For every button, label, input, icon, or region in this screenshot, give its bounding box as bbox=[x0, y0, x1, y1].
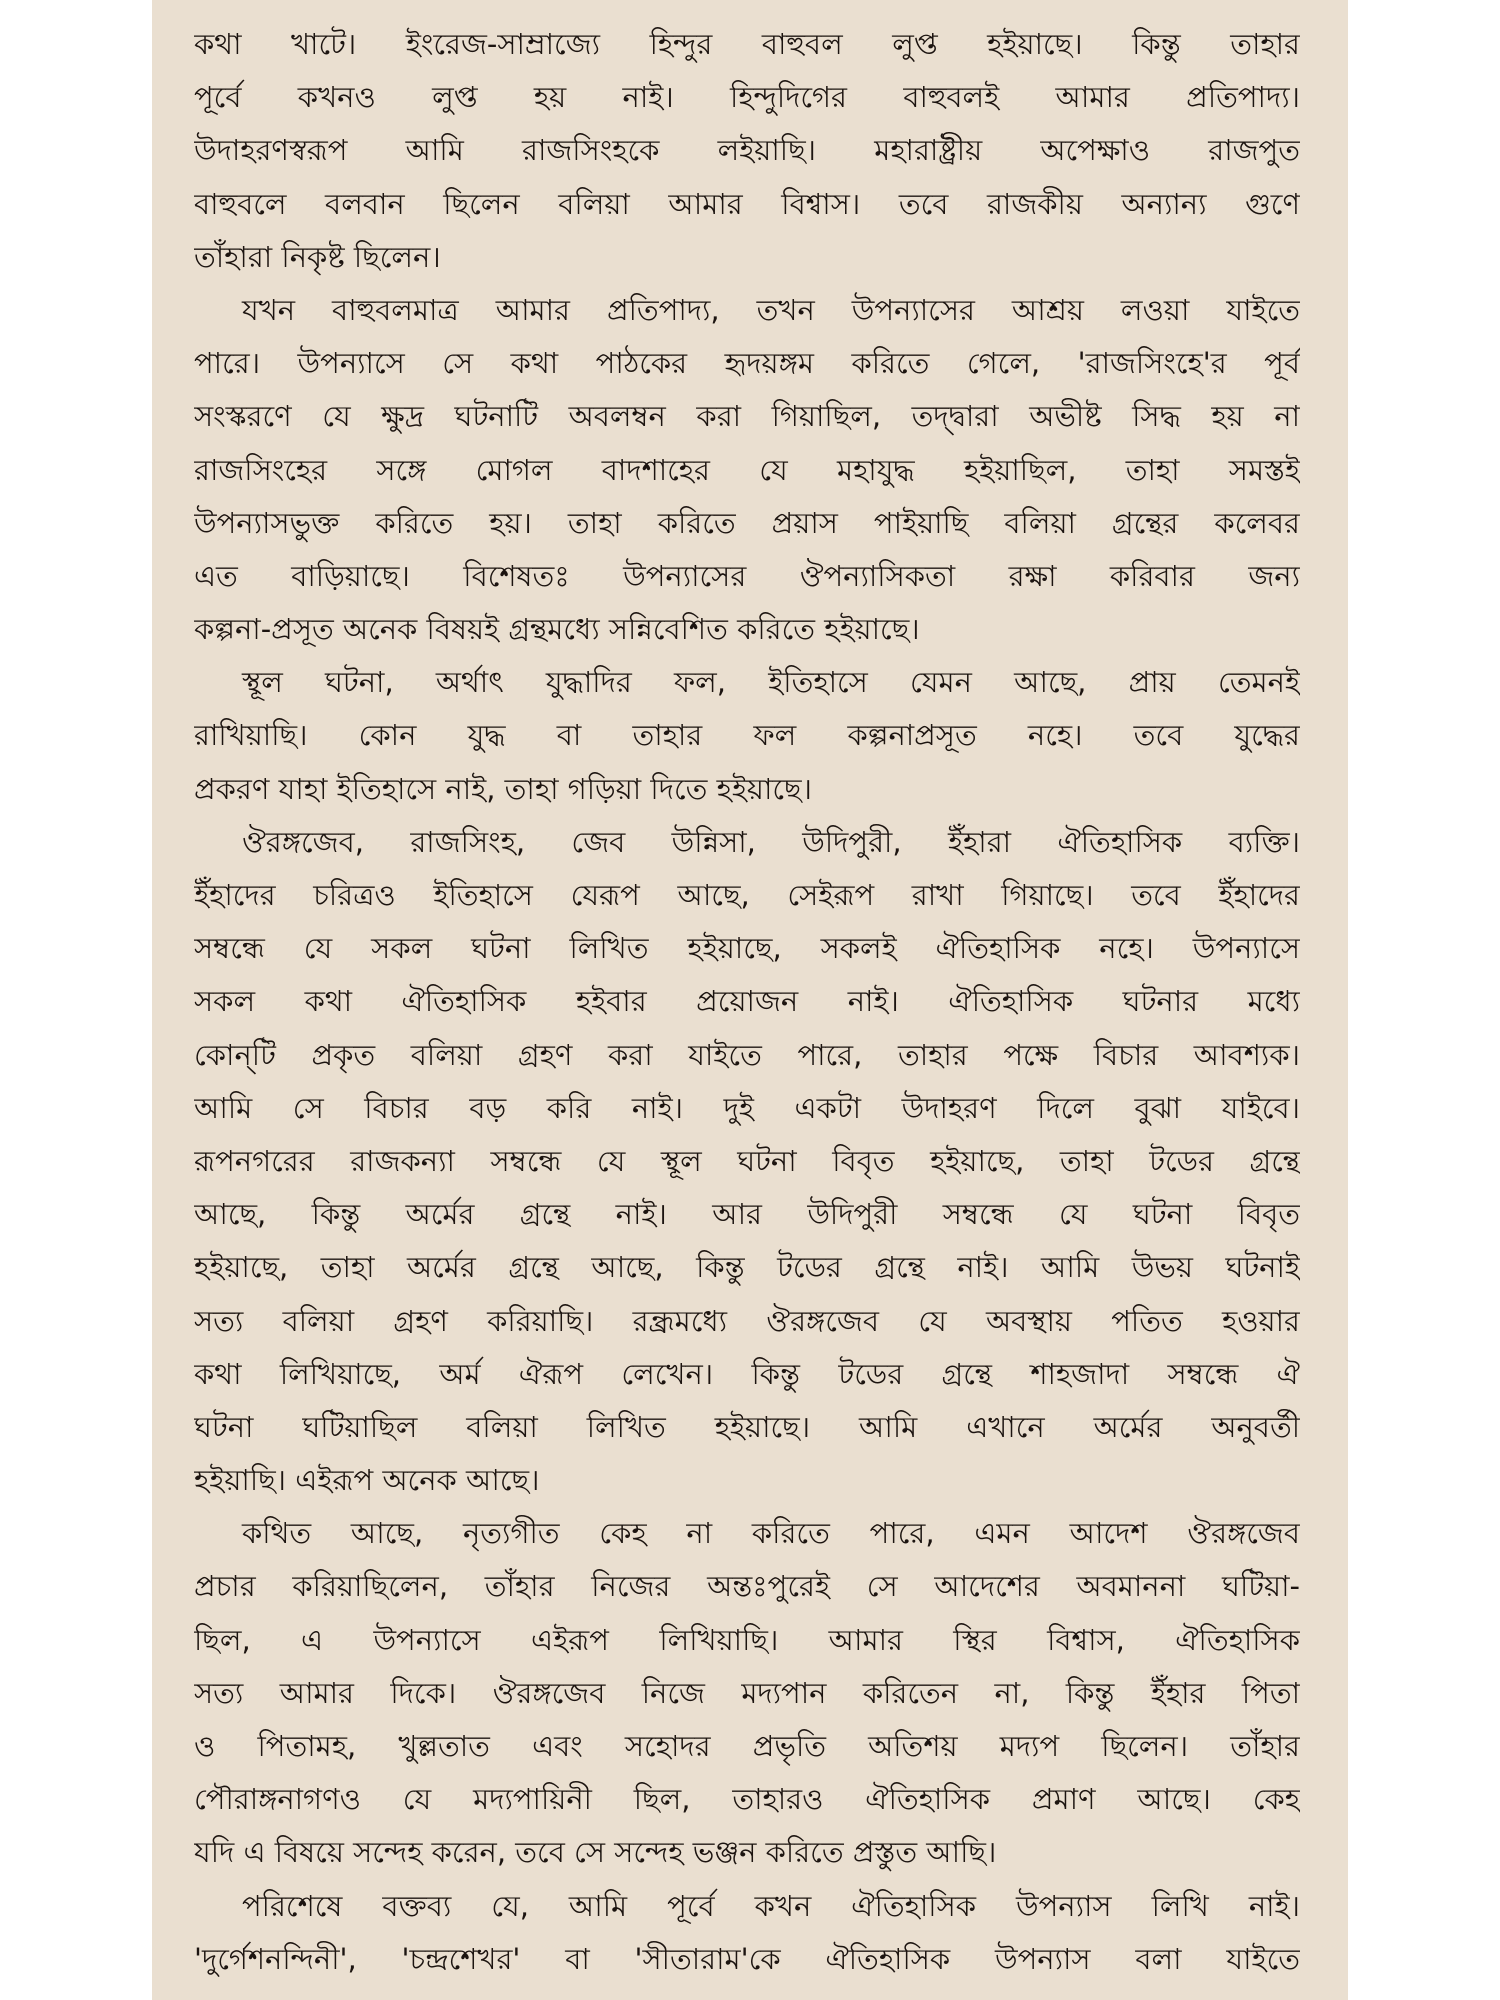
text-line: কথা লিখিয়াছে, অর্ম ঐরূপ লেখেন। কিন্তু টডের গ্রন্থে শাহজাদা সম্বন্ধে ঐ bbox=[194, 1356, 1300, 1391]
text-line: হইয়াছে, তাহা অর্মের গ্রন্থে আছে, কিন্তু টডের গ্রন্থে নাই। আমি উভয় ঘটনাই bbox=[194, 1250, 1300, 1285]
text-line: এত বাড়িয়াছে। বিশেষতঃ উপন্যাসের ঔপন্যাসিকতা রক্ষা করিবার জন্য bbox=[194, 558, 1300, 593]
text-line: যদি এ বিষয়ে সন্দেহ করেন, তবে সে সন্দেহ ভঞ্জন করিতে প্রস্তুত আছি। bbox=[194, 1835, 997, 1870]
text-line: ঘটনা ঘটিয়াছিল বলিয়া লিখিত হইয়াছে। আমি এখানে অর্মের অনুবর্তী bbox=[194, 1409, 1300, 1444]
text-line: সকল কথা ঐতিহাসিক হইবার প্রয়োজন নাই। ঐতিহাসিক ঘটনার মধ্যে bbox=[194, 984, 1300, 1019]
text-line: হইয়াছি। এইরূপ অনেক আছে। bbox=[194, 1463, 540, 1498]
book-page bbox=[152, 0, 1348, 2000]
text-line: যখন বাহুবলমাত্র আমার প্রতিপাদ্য, তখন উপন্যাসের আশ্রয় লওয়া যাইতে bbox=[242, 292, 1300, 327]
text-line: কোন্‌টি প্রকৃত বলিয়া গ্রহণ করা যাইতে পারে, তাহার পক্ষে বিচার আবশ্যক। bbox=[194, 1037, 1300, 1072]
text-line: ঔরঙ্গজেব, রাজসিংহ, জেব উন্নিসা, উদিপুরী, ইঁহারা ঐতিহাসিক ব্যক্তি। bbox=[242, 824, 1300, 859]
text-line: রূপনগরের রাজকন্যা সম্বন্ধে যে স্থূল ঘটনা বিবৃত হইয়াছে, তাহা টডের গ্রন্থে bbox=[194, 1143, 1300, 1178]
paragraph bbox=[194, 284, 1300, 656]
text-line: স্থূল ঘটনা, অর্থাৎ যুদ্ধাদির ফল, ইতিহাসে যেমন আছে, প্রায় তেমনই bbox=[242, 665, 1300, 700]
text-line: আমি সে বিচার বড় করি নাই। দুই একটা উদাহরণ দিলে বুঝা যাইবে। bbox=[194, 1090, 1300, 1125]
text-line: তাঁহারা নিকৃষ্ট ছিলেন। bbox=[194, 239, 441, 274]
text-line: সত্য বলিয়া গ্রহণ করিয়াছি। রন্ধ্রমধ্যে ঔরঙ্গজেব যে অবস্থায় পতিত হওয়ার bbox=[194, 1303, 1300, 1338]
text-line: পূর্বে কখনও লুপ্ত হয় নাই। হিন্দুদিগের বাহুবলই আমার প্রতিপাদ্য। bbox=[194, 80, 1300, 115]
text-line: সম্বন্ধে যে সকল ঘটনা লিখিত হইয়াছে, সকলই ঐতিহাসিক নহে। উপন্যাসে bbox=[194, 931, 1300, 966]
text-line: 'দুর্গেশনন্দিনী', 'চন্দ্রশেখর' বা 'সীতারাম'কে ঐতিহাসিক উপন্যাস বলা যাইতে bbox=[194, 1941, 1300, 1976]
text-line: রাজসিংহের সঙ্গে মোগল বাদশাহের যে মহাযুদ্ধ হইয়াছিল, তাহা সমস্তই bbox=[194, 452, 1300, 487]
text-line: উপন্যাসভুক্ত করিতে হয়। তাহা করিতে প্রয়াস পাইয়াছি বলিয়া গ্রন্থের কলেবর bbox=[194, 505, 1300, 540]
text-line: কথিত আছে, নৃত্যগীত কেহ না করিতে পারে, এমন আদেশ ঔরঙ্গজেব bbox=[242, 1516, 1300, 1551]
text-line: প্রচার করিয়াছিলেন, তাঁহার নিজের অন্তঃপুরেই সে আদেশের অবমাননা ঘটিয়া- bbox=[194, 1569, 1300, 1604]
text-line: পারে। উপন্যাসে সে কথা পাঠকের হৃদয়ঙ্গম করিতে গেলে, 'রাজসিংহে'র পূর্ব bbox=[194, 346, 1300, 381]
text-line: বাহুবলে বলবান ছিলেন বলিয়া আমার বিশ্বাস। তবে রাজকীয় অন্যান্য গুণে bbox=[194, 186, 1300, 221]
paragraph bbox=[194, 18, 1300, 284]
text-line: আছে, কিন্তু অর্মের গ্রন্থে নাই। আর উদিপুরী সম্বন্ধে যে ঘটনা বিবৃত bbox=[194, 1197, 1300, 1232]
text-line: পরিশেষে বক্তব্য যে, আমি পূর্বে কখন ঐতিহাসিক উপন্যাস লিখি নাই। bbox=[242, 1888, 1300, 1923]
paragraph bbox=[194, 1880, 1300, 1986]
text-line: কথা খাটে। ইংরেজ-সাম্রাজ্যে হিন্দুর বাহুবল লুপ্ত হইয়াছে। কিন্তু তাহার bbox=[194, 27, 1300, 61]
paragraph bbox=[194, 656, 1300, 816]
text-line: প্রকরণ যাহা ইতিহাসে নাই, তাহা গড়িয়া দিতে হইয়াছে। bbox=[194, 771, 812, 806]
text-line: রাখিয়াছি। কোন যুদ্ধ বা তাহার ফল কল্পনাপ্রসূত নহে। তবে যুদ্ধের bbox=[194, 718, 1300, 753]
text-line: সংস্করণে যে ক্ষুদ্র ঘটনাটি অবলম্বন করা গিয়াছিল, তদ্দ্বারা অভীষ্ট সিদ্ধ হয় না bbox=[194, 399, 1300, 434]
text-line: ও পিতামহ, খুল্লতাত এবং সহোদর প্রভৃতি অতিশয় মদ্যপ ছিলেন। তাঁহার bbox=[194, 1729, 1300, 1763]
text-line: কল্পনা-প্রসূত অনেক বিষয়ই গ্রন্থমধ্যে সন্নিবেশিত করিতে হইয়াছে। bbox=[194, 612, 920, 647]
page-text-body bbox=[194, 18, 1300, 1986]
text-line: সত্য আমার দিকে। ঔরঙ্গজেব নিজে মদ্যপান করিতেন না, কিন্তু ইঁহার পিতা bbox=[194, 1675, 1300, 1710]
text-line: পৌরাঙ্গনাগণও যে মদ্যপায়িনী ছিল, তাহারও ঐতিহাসিক প্রমাণ আছে। কেহ bbox=[194, 1782, 1300, 1817]
text-line: ছিল, এ উপন্যাসে এইরূপ লিখিয়াছি। আমার স্থির বিশ্বাস, ঐতিহাসিক bbox=[194, 1622, 1300, 1657]
paragraph bbox=[194, 1507, 1300, 1879]
text-line: উদাহরণস্বরূপ আমি রাজসিংহকে লইয়াছি। মহারাষ্ট্রীয় অপেক্ষাও রাজপুত bbox=[194, 133, 1300, 168]
text-line: ইঁহাদের চরিত্রও ইতিহাসে যেরূপ আছে, সেইরূপ রাখা গিয়াছে। তবে ইঁহাদের bbox=[194, 878, 1300, 912]
paragraph bbox=[194, 816, 1300, 1507]
